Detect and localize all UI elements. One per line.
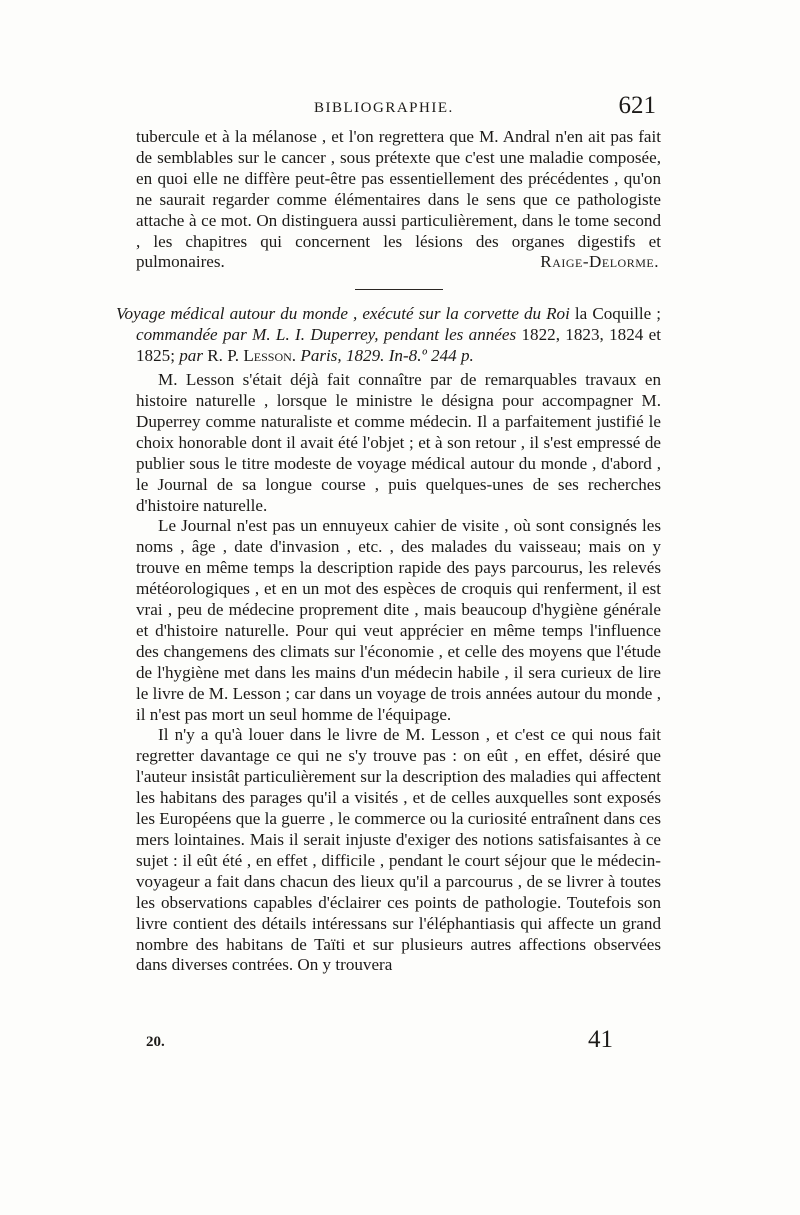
signature-number: 41	[588, 1026, 613, 1053]
sheet-mark: 20.	[146, 1034, 165, 1050]
entry-ship: la Coquille ;	[574, 304, 661, 324]
paragraph-2: Le Journal n'est pas un ennuyeux cahier de visite , où sont consignés les noms , âge , date d'invasion , etc. , des malades du vaisseau; mais on y trouve en même temps la description rapide des pays parcourus, les relevés météorologiques , et en un mot des espèces de croquis qui renferment, il est vrai , peu de médecine proprement dite , mais beaucoup d'hygiène générale et d'histoire naturelle. Pour qui veut apprécier en même temps l'influence des changemens des climats sur l'économie , et celle des moyens que l'étude de l'hygiène met dans les mains d'un médecin habile , il sera curieux de lire le livre de M. Lesson ; car dans un voyage de trois années autour du monde , il n'est pas mort un seul homme de l'équipage.	[136, 516, 661, 724]
running-title: BIBLIOGRAPHIE.	[314, 100, 454, 116]
body-text	[116, 127, 661, 976]
continuation-text: tubercule et à la mélanose , et l'on regrettera que M. Andral n'en ait pas fait de semblables sur le cancer , sous prétexte que c'est une maladie composée, en quoi elle ne diffère peut-être pas essentiellement des précédentes , qu'on ne saurait regarder comme élémentaires dans le sens que ce pathologiste attache à ce mot. On distinguera aussi particulièrement, dans le tome second , les chapitres qui concernent les lésions des organes digestifs et pulmonaires.	[136, 127, 661, 272]
entry-author: R. P. Lesson.	[207, 346, 297, 366]
entry-commander: commandée par M. L. I. Duperrey, pendant les années	[136, 325, 517, 345]
page-number: 621	[618, 92, 656, 119]
running-head	[138, 92, 658, 128]
entry-title: Voyage médical autour du monde , exécuté sur la corvette du Roi	[116, 304, 570, 324]
entry-par: par	[179, 346, 203, 366]
page-footer	[136, 1026, 661, 1060]
entry-place-date: Paris, 1829.	[300, 346, 385, 366]
paragraph-1: M. Lesson s'était déjà fait connaître par de remarquables travaux en histoire naturelle , lorsque le ministre le désigna pour accompagner M. Duperrey comme naturaliste et comme médecin. Il a parfaitement justifié le choix honorable dont il avait été l'objet ; et à son retour , il s'est empressé de publier sous le titre modeste de voyage médical autour du monde , d'abord , le Journal de sa longue course , puis quelques-unes de ses recherches d'histoire naturelle.	[136, 370, 661, 515]
entry-years: 1822, 1823, 1824 et 1825;	[136, 325, 661, 366]
bibliographic-entry	[116, 304, 661, 367]
paragraph-3: Il n'y a qu'à louer dans le livre de M. Lesson , et c'est ce qui nous fait regretter davantage ce qui ne s'y trouve pas : on eût , en effet, désiré que l'auteur insistât particulièrement sur la description des maladies qui affectent les habitans des parages qu'il a visités , et de celles auxquelles sont exposés les Européens que la guerre , le commerce ou la curiosité entraînent dans ces mers lointaines. Mais il serait injuste d'exiger des notions satisfaisantes à ce sujet : il eût été , en effet , difficile , pendant le court séjour que le médecin-voyageur a fait dans chacun des lieux qu'il a parcourus , de se livrer à toutes les observations capables d'éclairer ces points de pathologie. Toutefois son livre contient des détails intéressans sur l'éléphantiasis qui affecte un grand nombre des habitans de Taïti et sur plusieurs autres affections observées dans diverses contrées. On y trouvera	[136, 725, 661, 975]
continuation-paragraph	[136, 127, 661, 273]
entry-format: In-8.º 244 p.	[388, 346, 474, 366]
section-divider	[355, 289, 443, 290]
review-signature: Raige-Delorme.	[540, 252, 659, 272]
